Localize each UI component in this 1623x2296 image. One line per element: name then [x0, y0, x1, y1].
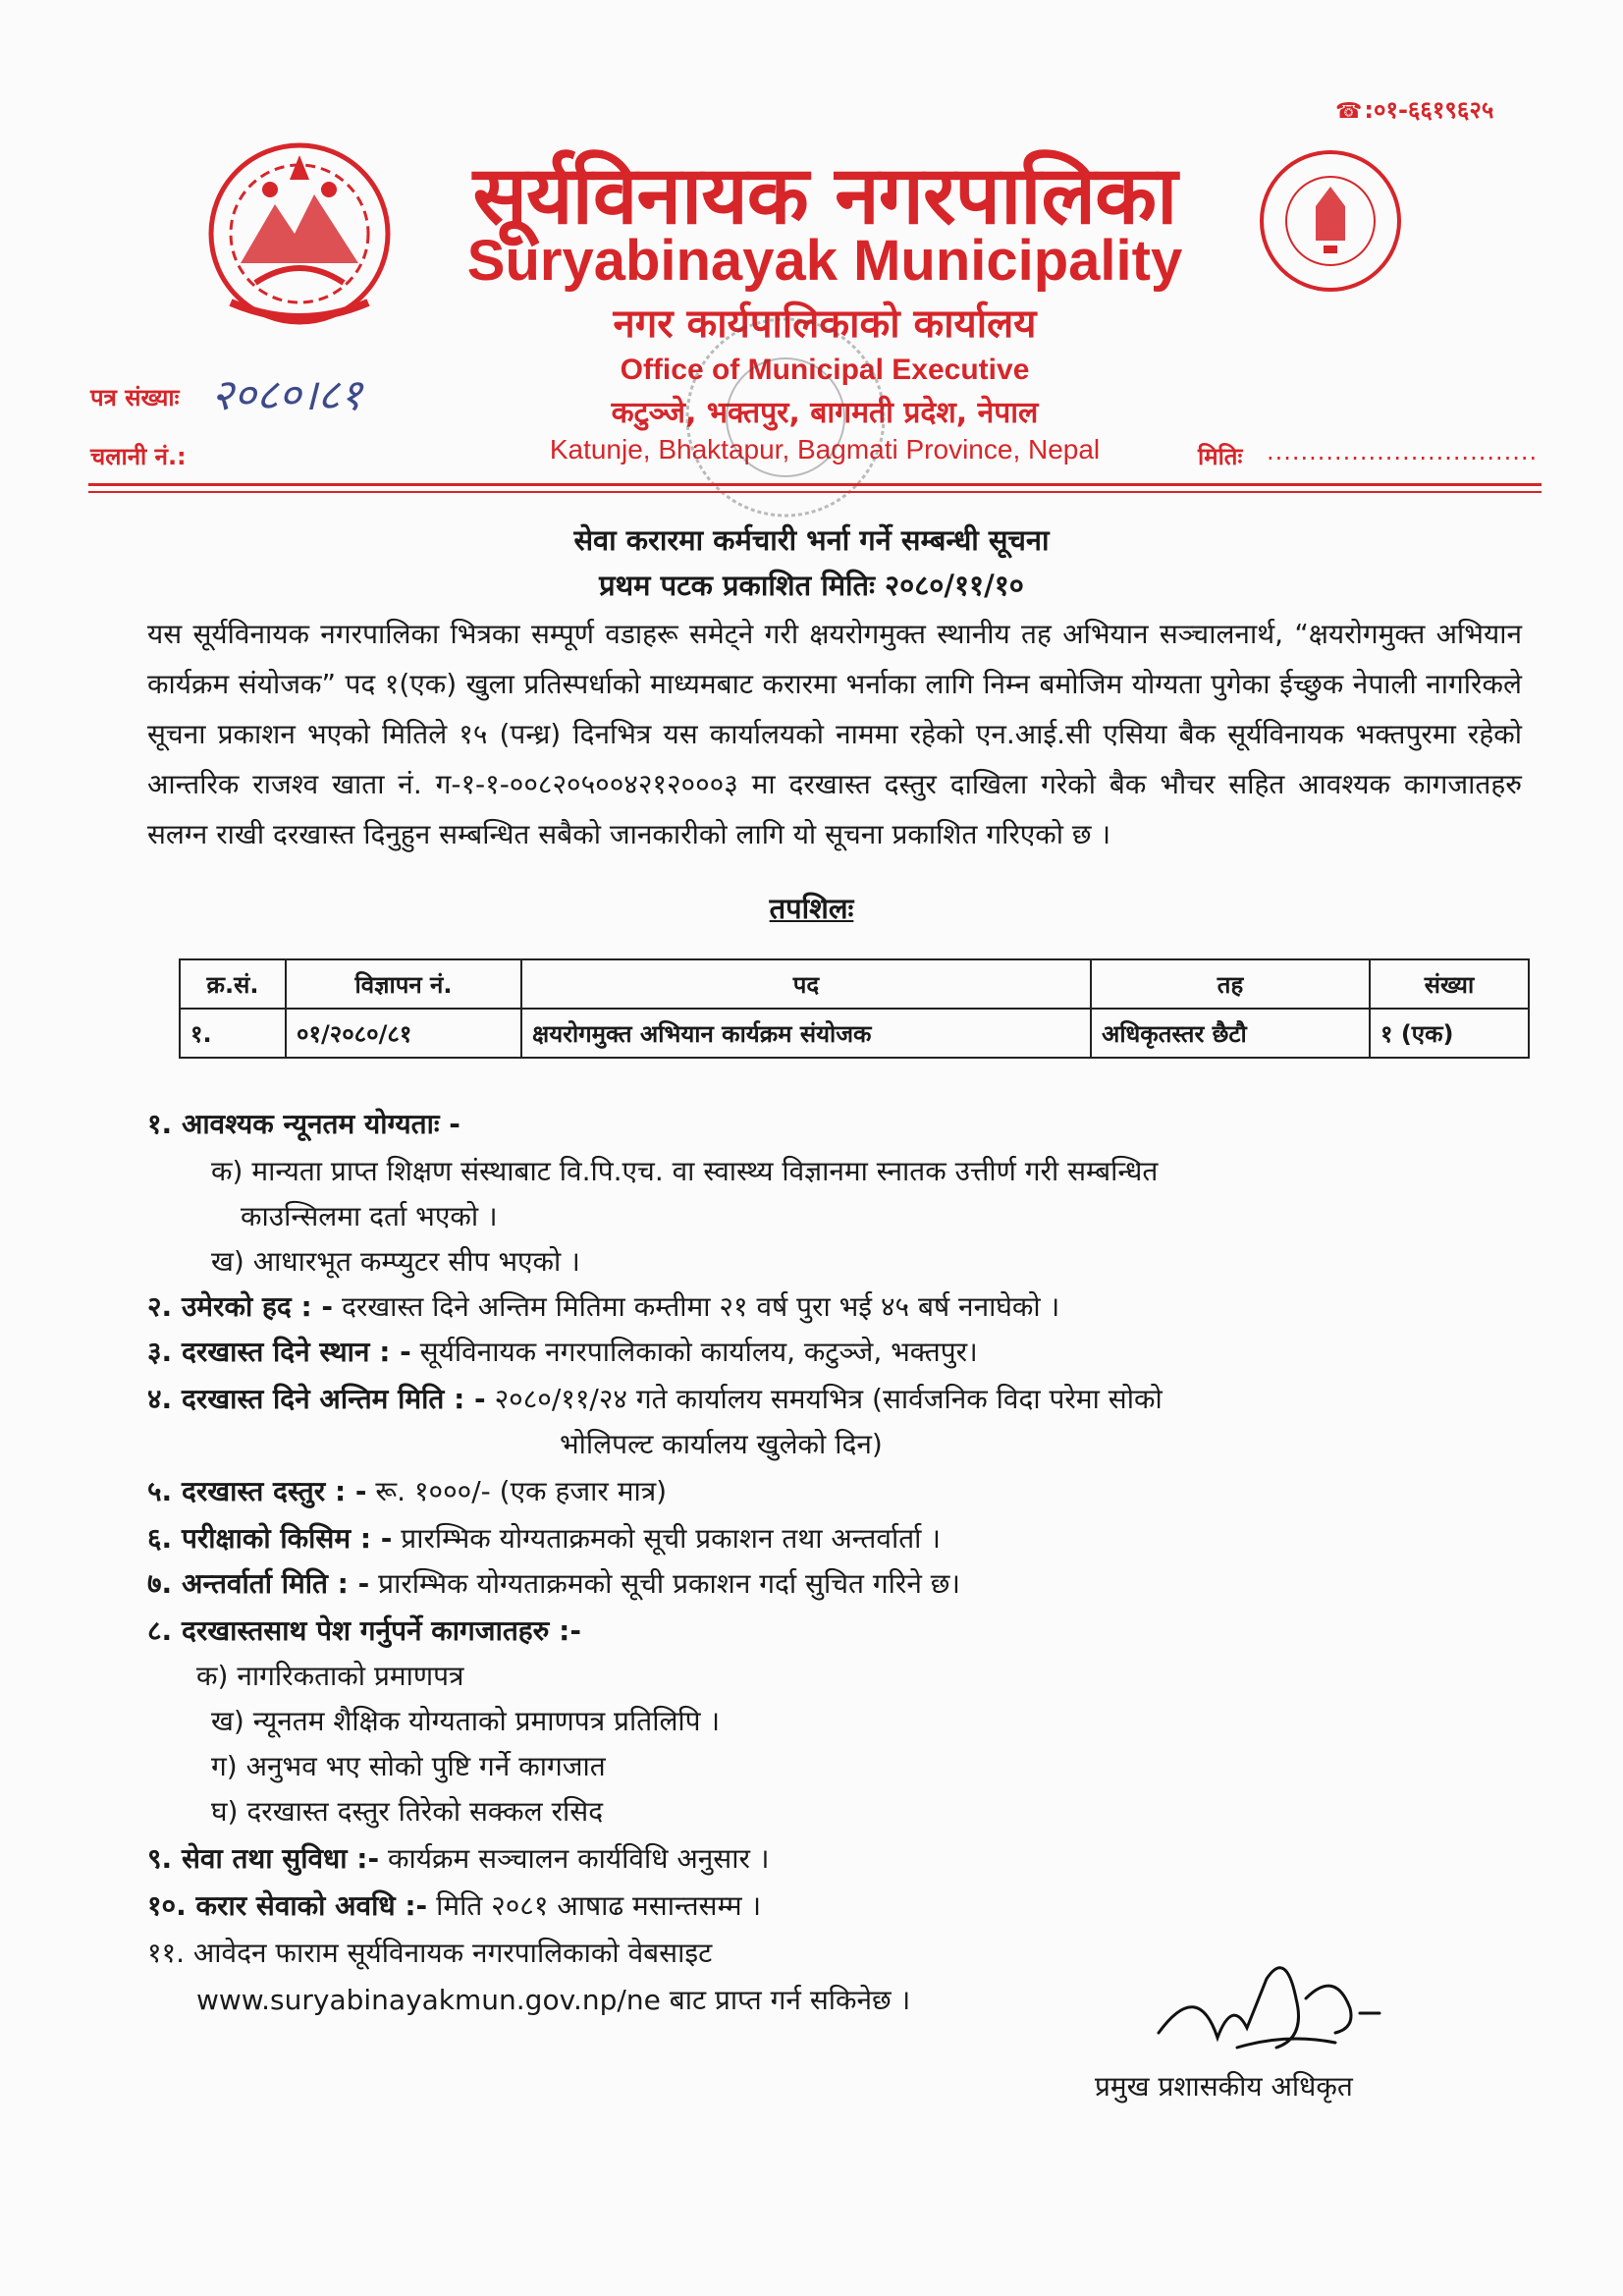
requirement-7 — [147, 1561, 960, 1607]
requirement-text: क) नागरिकताको प्रमाणपत्र — [196, 1660, 464, 1692]
requirement-4-cont — [560, 1422, 883, 1467]
requirement-8a — [196, 1654, 464, 1699]
letter-number-value: २०८०।८१ — [211, 370, 362, 420]
cell-count: १ (एक) — [1370, 1009, 1529, 1058]
details-heading: तपशिलः — [769, 892, 854, 925]
column-header-count: संख्या — [1370, 959, 1529, 1009]
cell-advert-no: ०१/२०८०/८१ — [286, 1009, 521, 1058]
requirement-label: ६. परीक्षाको किसिम : - — [147, 1522, 393, 1555]
cell-level: अधिकृतस्तर छैटौ — [1091, 1009, 1370, 1058]
signatory-title: प्रमुख प्रशासकीय अधिकृत — [1095, 2070, 1353, 2103]
letter-number-label: पत्र संख्याः — [90, 384, 180, 411]
notice-paragraph: यस सूर्यविनायक नगरपालिका भित्रका सम्पूर्ण वडाहरू समेट्ने गरी क्षयरोगमुक्त स्थानीय तह अभियान सञ्चालनार्थ, “क्षयरोगमुक्त अभियान कार्यक्रम संयोजक” पद १(एक) खुला प्रतिस्पर्धाको माध्यमबाट करारमा भर्नाका लागि निम्न बमोजिम योग्यता पुगेका ईच्छुक नेपाली नागरिकले सूचना प्रकाशन भएको मितिले १५ (पन्ध्र) दिनभित्र यस कार्यालयको नाममा रहेको एन.आई.सी एसिया बैक सूर्यविनायक भक्तपुरमा रहेको आन्तरिक राजश्व खाता नं. ग-१-१-००८२०५००४२१२०००३ मा दरखास्त दस्तुर दाखिला गरेको बैक भौचर सहित आवश्यक कागजातहरु सलग्न राखी दरखास्त दिनुहुन सम्बन्धित सबैको जानकारीको लागि यो सूचना प्रकाशित गरिएको छ । — [147, 618, 1522, 850]
date-label: मितिः — [1198, 443, 1243, 470]
requirement-text: ११. आवेदन फाराम सूर्यविनायक नगरपालिकाको वेबसाइट — [147, 1937, 713, 1969]
requirement-label: ४. दरखास्त दिने अन्तिम मिति : - — [147, 1383, 486, 1415]
column-header-post: पद — [521, 959, 1091, 1009]
requirement-label: ९. सेवा तथा सुविधा :- — [147, 1842, 380, 1875]
requirement-8d — [211, 1789, 603, 1834]
requirement-text: ख) न्यूनतम शैक्षिक योग्यताको प्रमाणपत्र प्रतिलिपि । — [211, 1705, 721, 1737]
requirement-1b — [211, 1239, 580, 1285]
column-header-level: तह — [1091, 959, 1370, 1009]
cell-post: क्षयरोगमुक्त अभियान कार्यक्रम संयोजक — [521, 1009, 1091, 1058]
telephone-icon: ☎ — [1335, 99, 1363, 124]
requirement-1a — [211, 1149, 1158, 1194]
requirement-text: सूर्यविनायक नगरपालिकाको कार्यालय, कटुञ्जे, भक्तपुर। — [410, 1336, 978, 1368]
requirement-5 — [147, 1469, 667, 1514]
requirement-11 — [147, 1931, 712, 1976]
requirement-text: ख) आधारभूत कम्प्युटर सीप भएको । — [211, 1245, 580, 1278]
requirement-text: कार्यक्रम सञ्चालन कार्यविधि अनुसार । — [379, 1842, 770, 1875]
requirement-text: काउन्सिलमा दर्ता भएको । — [241, 1200, 498, 1232]
requirement-text: ग) अनुभव भए सोको पुष्टि गर्ने कागजात — [211, 1750, 606, 1782]
requirement-8b — [211, 1699, 720, 1744]
vacancy-table — [179, 958, 1530, 1059]
requirement-8-heading — [147, 1609, 581, 1654]
requirement-label: २. उमेरको हद : - — [147, 1290, 334, 1323]
nepal-emblem-icon — [201, 136, 398, 332]
requirement-1-heading — [147, 1102, 460, 1147]
requirement-text: क) मान्यता प्राप्त शिक्षण संस्थाबाट वि.पि.एच. वा स्वास्थ्य विज्ञानमा स्नातक उत्तीर्ण गरी सम्बन्धित — [211, 1155, 1159, 1187]
requirement-label: ८. दरखास्तसाथ पेश गर्नुपर्ने कागजातहरु :- — [147, 1614, 581, 1647]
requirement-label: १०. करार सेवाको अवधि :- — [147, 1889, 428, 1922]
table-row — [180, 1009, 1529, 1058]
header-divider — [88, 483, 1542, 486]
office-name-nepali: नगर कार्यपालिकाको कार्यालय — [613, 301, 1037, 347]
header-divider-thin — [88, 491, 1542, 493]
requirement-text: मिति २०८१ आषाढ मसान्तसम्म । — [427, 1889, 762, 1922]
requirement-9 — [147, 1836, 769, 1882]
table-header-row — [180, 959, 1529, 1009]
requirement-1a-cont — [241, 1194, 498, 1239]
municipality-seal-icon — [1257, 147, 1404, 295]
faded-office-stamp-icon — [648, 304, 923, 530]
requirement-text: दरखास्त दिने अन्तिम मितिमा कम्तीमा २१ वर्ष पुरा भई ४५ बर्ष ननाघेको । — [333, 1290, 1060, 1323]
notice-published-date: प्रथम पटक प्रकाशित मितिः २०८०/११/१० — [599, 569, 1024, 602]
address-nepali: कटुञ्जे, भक्तपुर, बागमती प्रदेश, नेपाल — [611, 396, 1039, 430]
requirement-11-cont — [196, 1978, 910, 2023]
address-english: Katunje, Bhaktapur, Bagmati Province, Nepal — [549, 434, 1101, 465]
requirement-label: १. आवश्यक न्यूनतम योग्यताः - — [147, 1108, 460, 1140]
municipality-title-nepali: सूर्यविनायक नगरपालिका — [472, 149, 1177, 243]
date-blank: ................................ — [1267, 438, 1539, 465]
requirement-text: भोलिपल्ट कार्यालय खुलेको दिन) — [560, 1428, 883, 1460]
requirement-text: घ) दरखास्त दस्तुर तिरेको सक्कल रसिद — [211, 1795, 604, 1828]
requirement-text: प्रारम्भिक योग्यताक्रमको सूची प्रकाशन गर्दा सुचित गरिने छ। — [369, 1567, 961, 1600]
requirement-4 — [147, 1377, 1163, 1422]
requirement-label: ७. अन्तर्वार्ता मिति : - — [147, 1567, 370, 1600]
requirement-label: ५. दरखास्त दस्तुर : - — [147, 1475, 367, 1507]
requirement-6 — [147, 1516, 941, 1561]
column-header-serial: क्र.सं. — [180, 959, 286, 1009]
requirement-text: www.suryabinayakmun.gov.np/ne बाट प्राप्त गर्न सकिनेछ । — [196, 1984, 911, 2016]
phone-value: ०१-६६१९६२५ — [1374, 96, 1494, 124]
notice-title: सेवा करारमा कर्मचारी भर्ना गर्ने सम्बन्धी सूचना — [573, 523, 1050, 557]
phone-number: ☎:०१-६६१९६२५ — [1335, 96, 1494, 124]
column-header-advert-no: विज्ञापन नं. — [286, 959, 521, 1009]
requirement-8c — [211, 1744, 606, 1789]
requirement-2 — [147, 1285, 1059, 1330]
cell-serial: १. — [180, 1009, 286, 1058]
handwritten-signature-icon — [1139, 1940, 1394, 2067]
dispatch-number-label: चलानी नं.: — [90, 443, 187, 470]
municipality-title-english: Suryabinayak Municipality — [466, 229, 1183, 293]
requirement-3 — [147, 1330, 978, 1375]
requirement-10 — [147, 1884, 761, 1929]
office-name-english: Office of Municipal Executive — [620, 354, 1030, 386]
requirement-label: ३. दरखास्त दिने स्थान : - — [147, 1336, 411, 1368]
requirement-text: प्रारम्भिक योग्यताक्रमको सूची प्रकाशन तथा अन्तर्वार्ता । — [392, 1522, 941, 1555]
requirement-text: २०८०/११/२४ गते कार्यालय समयभित्र (सार्वजनिक विदा परेमा सोको — [485, 1383, 1163, 1415]
requirement-text: रू. १०००/- (एक हजार मात्र) — [366, 1475, 668, 1507]
